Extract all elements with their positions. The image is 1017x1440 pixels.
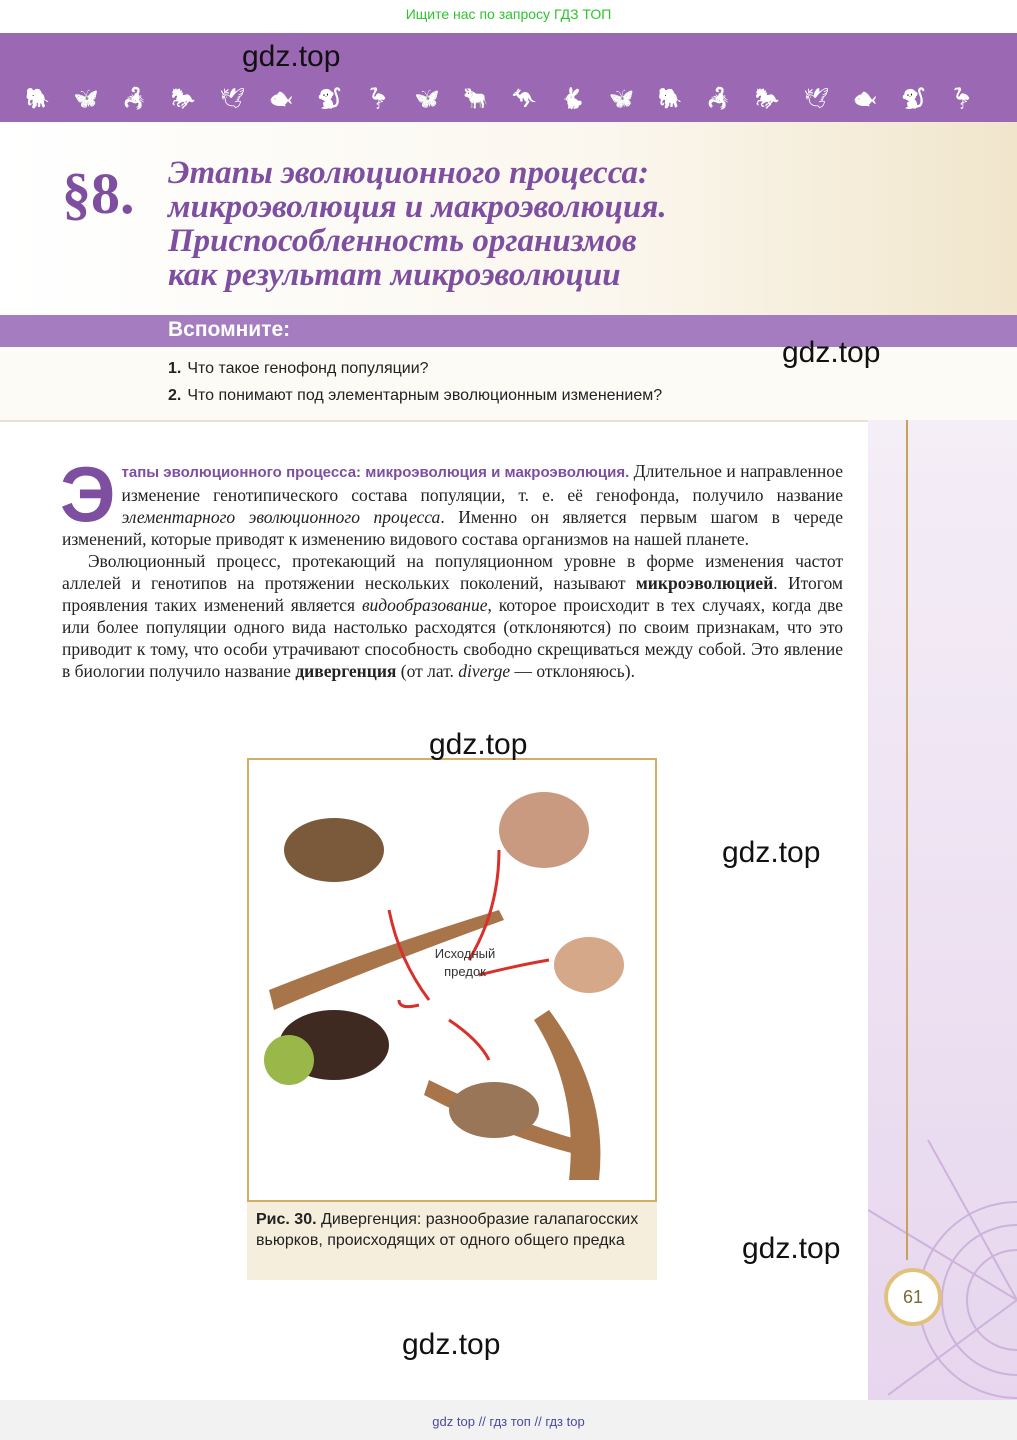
animal-silhouette-icon: 🕊 bbox=[219, 88, 245, 110]
section-number: §8. bbox=[62, 161, 135, 226]
animal-silhouette-icon: 🐘 bbox=[25, 88, 50, 110]
side-decoration bbox=[868, 420, 1017, 1400]
animal-silhouette-icon: 🐒 bbox=[901, 88, 927, 110]
finch bbox=[284, 818, 384, 882]
watermark: gdz.top bbox=[722, 836, 821, 869]
animal-silhouette-icon: 🦩 bbox=[365, 88, 391, 110]
figure-caption bbox=[247, 1202, 657, 1280]
question-text: Что такое генофонд популяции? bbox=[187, 360, 429, 377]
question-item bbox=[168, 387, 662, 405]
animal-silhouette-icon: 🦩 bbox=[949, 88, 975, 110]
question-number: 1. bbox=[168, 360, 182, 377]
watermark: gdz.top bbox=[742, 1232, 841, 1265]
term: diverge bbox=[458, 661, 511, 681]
animal-silhouette-icon: 🐂 bbox=[463, 88, 489, 110]
center-label: предок bbox=[444, 964, 486, 979]
center-label: Исходный bbox=[434, 946, 496, 961]
section-title bbox=[168, 156, 667, 292]
animal-silhouette-icon: 🐎 bbox=[754, 88, 780, 110]
animal-silhouette-icon: 🐎 bbox=[170, 88, 196, 110]
caption-number: Рис. 30. bbox=[256, 1211, 317, 1228]
term: элементарного эволюционного процесса bbox=[121, 507, 441, 527]
footer-link[interactable]: гдз топ bbox=[489, 1414, 531, 1429]
finch bbox=[449, 1082, 539, 1138]
animal-silhouette-icon: 🐘 bbox=[657, 88, 683, 110]
animal-silhouette-icon: 🐟 bbox=[852, 88, 878, 110]
title-line: микроэволюция и макроэволюция. bbox=[168, 189, 667, 225]
footer-links bbox=[0, 1414, 1017, 1429]
animal-silhouette-icon: 🐒 bbox=[317, 88, 343, 110]
text: — отклоняюсь). bbox=[510, 661, 635, 681]
text: (от лат. bbox=[396, 661, 459, 681]
text: . Итогом проявления таких изменений является bbox=[62, 573, 843, 615]
finch bbox=[554, 937, 624, 993]
text: Длительное и направленное изменение генотипического состава популяции, т. е. её генофонда, получило название bbox=[121, 461, 843, 505]
animal-silhouette-icon: 🦂 bbox=[122, 88, 148, 110]
question-text: Что понимают под элементарным эволюционным изменением? bbox=[187, 387, 663, 404]
recall-label: Вспомните: bbox=[168, 318, 291, 341]
caption-text: Дивергенция: разнообразие галапагосских вьюрков, происходящих от одного общего предка bbox=[256, 1211, 639, 1249]
animal-icons-row bbox=[25, 86, 975, 111]
animal-silhouette-icon: 🐟 bbox=[268, 88, 294, 110]
watermark: gdz.top bbox=[429, 728, 528, 761]
drop-cap: Э bbox=[60, 450, 116, 538]
footer-link[interactable]: gdz top bbox=[432, 1414, 475, 1429]
question-item bbox=[168, 360, 429, 378]
separator: // bbox=[478, 1414, 486, 1429]
figure-divergence bbox=[247, 758, 657, 1202]
watermark: gdz.top bbox=[782, 336, 881, 369]
margin-line bbox=[906, 420, 908, 1260]
animal-silhouette-icon: 🐇 bbox=[560, 88, 586, 110]
lead-heading: тапы эволюционного процесса: микроэволюция и макроэволюция. bbox=[121, 464, 630, 481]
term: дивергенция bbox=[295, 661, 397, 681]
title-line: как результат микроэволюции bbox=[168, 257, 621, 293]
separator: // bbox=[534, 1414, 542, 1429]
term: микроэволюцией bbox=[635, 573, 774, 593]
top-note: Ищите нас по запросу ГДЗ ТОП bbox=[405, 6, 612, 22]
watermark: gdz.top bbox=[402, 1328, 501, 1361]
paragraph bbox=[60, 450, 843, 550]
finch bbox=[499, 792, 589, 868]
animal-silhouette-icon: 🦋 bbox=[414, 88, 440, 110]
paragraph bbox=[62, 550, 843, 682]
title-line: Приспособленность организмов bbox=[168, 223, 637, 259]
finches-illustration bbox=[249, 760, 655, 1200]
question-number: 2. bbox=[168, 387, 182, 404]
text: , которое происходит в тех случаях, когда две или более популяции одного вида настолько расходятся (отклоняются) по своим признакам, что это приводит к тому, что особи утрачивают способность свободно скрещиваться между собой. Это явление в биологии получило название bbox=[62, 595, 843, 681]
animal-silhouette-icon: 🕊 bbox=[803, 88, 829, 110]
page-number: 61 bbox=[884, 1268, 942, 1326]
watermark: gdz.top bbox=[242, 40, 341, 73]
term: видообразование bbox=[361, 595, 488, 615]
animal-silhouette-icon: 🦋 bbox=[73, 88, 99, 110]
animal-silhouette-icon: 🦘 bbox=[511, 88, 537, 110]
body-text bbox=[60, 450, 843, 682]
animal-silhouette-icon: 🦂 bbox=[706, 88, 732, 110]
footer-link[interactable]: гдз top bbox=[545, 1414, 585, 1429]
text: . Именно он является первым шагом в череде изменений, которые приводят к изменению видового состава организмов на нашей планете. bbox=[62, 507, 843, 549]
title-line: Этапы эволюционного процесса: bbox=[168, 155, 649, 191]
text: Эволюционный процесс, протекающий на популяционном уровне в форме изменения частот аллелей и генотипов на протяжении нескольких поколений, называют bbox=[62, 551, 843, 593]
animal-silhouette-icon: 🦋 bbox=[608, 88, 634, 110]
